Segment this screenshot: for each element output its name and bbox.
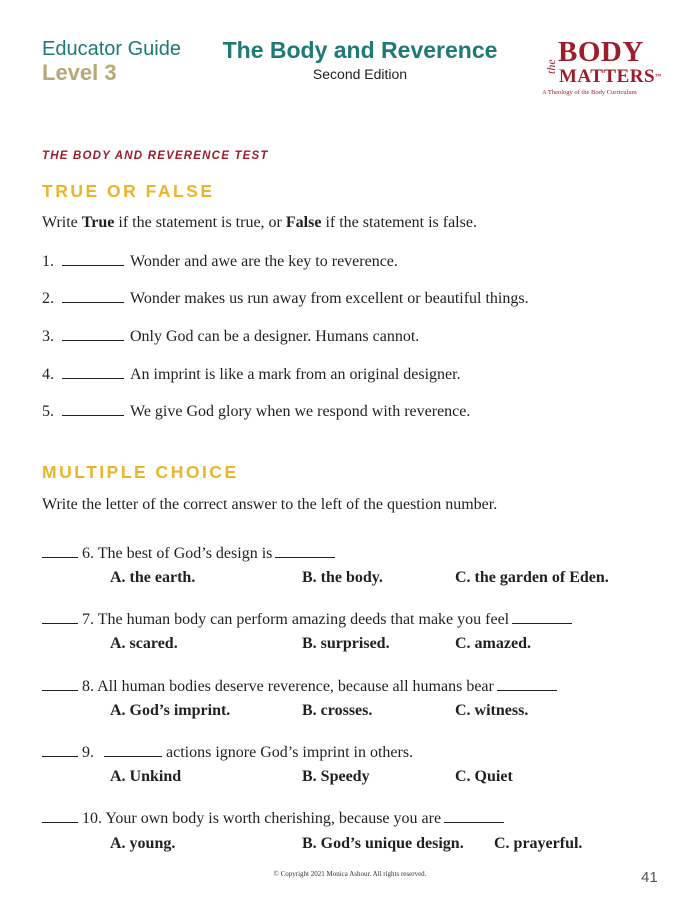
fill-blank[interactable]: [104, 755, 162, 757]
answer-blank[interactable]: [62, 264, 124, 266]
fill-blank[interactable]: [497, 689, 557, 691]
multiple-choice-instructions: Write the letter of the correct answer to the left of the question number.: [42, 496, 498, 513]
edition-label: Second Edition: [312, 66, 408, 82]
mc-question: [42, 744, 413, 762]
mc-num: 9.: [82, 744, 94, 761]
answer-blank[interactable]: [42, 689, 78, 691]
mc-option: A. young.: [110, 835, 176, 852]
tf-num: 3.: [42, 328, 54, 345]
mc-question: [42, 678, 560, 696]
mc-option: C. amazed.: [455, 635, 531, 652]
tf-text: We give God glory when we respond with reverence.: [130, 403, 471, 420]
tf-item: [42, 403, 470, 421]
answer-blank[interactable]: [62, 414, 124, 416]
mc-text: The human body can perform amazing deeds that make you feel: [97, 611, 510, 628]
logo-the: the: [544, 59, 558, 74]
answer-blank[interactable]: [42, 622, 78, 624]
tf-num: 2.: [42, 290, 54, 307]
instr-pre: Write: [42, 214, 82, 231]
logo-matters: [559, 67, 662, 87]
guide-label: Educator Guide: [42, 38, 181, 60]
answer-blank[interactable]: [42, 821, 78, 823]
mc-num: 6.: [82, 545, 94, 562]
tf-text: An imprint is like a mark from an original designer.: [130, 366, 461, 383]
instr-false: False: [285, 214, 322, 231]
mc-question: [42, 810, 507, 828]
tf-item: [42, 253, 398, 271]
mc-option: B. crosses.: [302, 702, 373, 719]
mc-num: 7.: [82, 611, 94, 628]
mc-option: B. surprised.: [302, 635, 390, 652]
fill-blank[interactable]: [512, 622, 572, 624]
answer-blank[interactable]: [62, 301, 124, 303]
tf-text: Wonder and awe are the key to reverence.: [130, 253, 398, 270]
copyright: © Copyright 2021 Monica Ashour. All rights reserved.: [273, 870, 427, 878]
tf-num: 4.: [42, 366, 54, 383]
mc-num: 10.: [82, 810, 102, 827]
mc-text: All human bodies deserve reverence, because all humans bear: [97, 678, 494, 695]
mc-option: B. Speedy: [302, 768, 370, 785]
mc-option: A. Unkind: [110, 768, 182, 785]
mc-option: B. God’s unique design.: [302, 835, 464, 852]
page-number: 41: [641, 869, 658, 886]
mc-option: C. prayerful.: [494, 835, 583, 852]
tf-item: [42, 290, 529, 308]
body-matters-logo: [540, 38, 665, 98]
answer-blank[interactable]: [62, 339, 124, 341]
mc-option: C. the garden of Eden.: [455, 569, 609, 586]
mc-option: A. the earth.: [110, 569, 196, 586]
logo-matters-text: MATTERS: [559, 66, 656, 87]
tf-num: 5.: [42, 403, 54, 420]
tf-item: [42, 366, 461, 384]
instr-true: True: [81, 214, 115, 231]
mc-option: B. the body.: [302, 569, 383, 586]
fill-blank[interactable]: [444, 821, 504, 823]
mc-option: A. scared.: [110, 635, 178, 652]
mc-option: C. Quiet: [455, 768, 513, 785]
logo-trademark: ™: [655, 74, 662, 80]
answer-blank[interactable]: [42, 755, 78, 757]
mc-option: A. God’s imprint.: [110, 702, 231, 719]
tf-text: Only God can be a designer. Humans cannot.: [130, 328, 420, 345]
instr-post: if the statement is false.: [321, 214, 477, 231]
mc-question: [42, 545, 338, 563]
answer-blank[interactable]: [62, 377, 124, 379]
true-false-heading: TRUE OR FALSE: [42, 181, 215, 201]
mc-num: 8.: [82, 678, 94, 695]
test-title: THE BODY AND REVERENCE TEST: [42, 150, 269, 162]
multiple-choice-heading: MULTIPLE CHOICE: [42, 462, 239, 482]
level-label: Level 3: [42, 60, 117, 85]
tf-item: [42, 328, 419, 346]
logo-tagline: A Theology of the Body Curriculum: [542, 89, 637, 96]
answer-blank[interactable]: [42, 556, 78, 558]
mc-option: C. witness.: [455, 702, 529, 719]
mc-question: [42, 611, 575, 629]
mc-text: actions ignore God’s imprint in others.: [166, 744, 414, 761]
logo-body: BODY: [558, 36, 644, 68]
tf-text: Wonder makes us run away from excellent or beautiful things.: [130, 290, 529, 307]
instr-mid: if the statement is true, or: [114, 214, 286, 231]
fill-blank[interactable]: [275, 556, 335, 558]
mc-text: The best of God’s design is: [97, 545, 273, 562]
tf-num: 1.: [42, 253, 54, 270]
true-false-instructions: [42, 214, 477, 232]
mc-text: Your own body is worth cherishing, because you are: [105, 810, 442, 827]
page-title: The Body and Reverence: [222, 37, 498, 63]
